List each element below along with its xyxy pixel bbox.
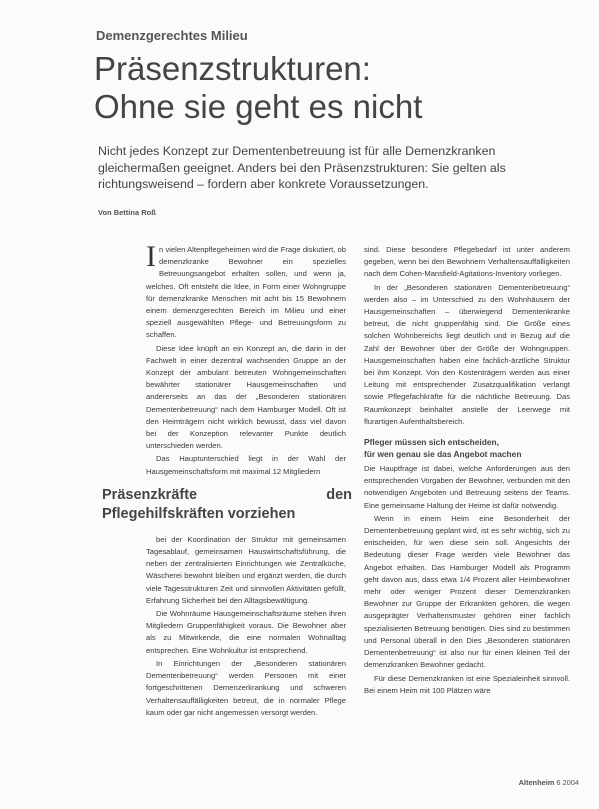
byline: Von Bettina Roß — [98, 208, 156, 217]
kicker: Demenzgerechtes Milieu — [96, 28, 248, 43]
section-heading: Präsenzkräfte den Pflegehilfskräften vorziehen — [102, 486, 352, 522]
paragraph: sind. Diese besondere Pflegebedarf ist unter anderem gegeben, wenn bei den Bewohnern Verhaltensauffälligkeiten nach dem Cohen-Mansfield-Agitations-Inventory vorliegen. — [364, 245, 570, 279]
subheading-line-2: für wen genau sie das Angebot machen — [364, 449, 522, 460]
article-title — [94, 50, 554, 126]
paragraph: In Einrichtungen der „Besonderen stationären Dementenbetreuung“ werden Personen mit einer fortgeschrittenen Demenzerkrankung und schweren Verhaltensauffälligkeiten betreut, die in normaler Pflege kaum oder gar nicht angemessen versorgt werden. — [146, 658, 346, 717]
right-column — [364, 244, 570, 698]
issue-number: 6 2004 — [556, 778, 579, 787]
paragraph: Diese Idee knüpft an ein Konzept an, die darin in der Fachwelt in einer dezentral wachsenden Gruppe an der Konzept der ambulant betreuten Wohngemeinschaften bewährter stationärer Hausgemeinschaften und andererseits an das der „Besonderen stationären Dementenbetreuung“ nach dem Hamburger Modell. Oft ist den Heimträgern nicht wirklich bewusst, dass viel davon bei der Konzeption relevanter Punkte deutlich unterschieden werden. — [146, 343, 346, 451]
paragraph: Für diese Demenzkranken ist eine Spezialeinheit sinnvoll. Bei einem Heim mit 100 Plätzen wäre — [364, 673, 570, 695]
lead-paragraph: Nicht jedes Konzept zur Dementenbetreuung ist für alle Demenzkranken gleichermaßen geeignet. Anders bei den Präsenzstrukturen: Sie gelten als richtungsweisend – fordern aber konkrete Voraussetzungen. — [98, 144, 506, 191]
paragraph: Das Hauptunterschied liegt in der Wahl der Hausgemeinschaftsform mit maximal 12 Mitgliedern — [146, 454, 346, 476]
paragraph: Die Hauptfrage ist dabei, welche Anforderungen aus den entsprechenden Vorgaben der Bewohner, verbunden mit den notwendigen Angeboten und Betreuung seitens der Teams. Eine gemeinsame Haltung der Heime ist dafür notwendig. — [364, 464, 570, 510]
page-footer — [519, 778, 579, 787]
subheading-line-1: Pfleger müssen sich entscheiden, — [364, 437, 499, 448]
paragraph: Die Wohnräume Hausgemeinschaftsräume stehen ihren Mitgliedern Gruppenfähigkeit voraus. Die Bewohner aber als zu Mitwirkende, die eine normalen Wohnalltag entsprechen. Eine Wohnkultur ist entsprechend. — [146, 609, 346, 655]
left-column — [102, 240, 352, 720]
paragraph-text: n vielen Altenpflegeheimen wird die Frage diskutiert, ob demenzkranke Bewohner ein spezielles Betreuungsangebot erhalten sollen, und wenn ja, welches. Oft entsteht die Idee, in Form einer Wohngruppe für demenzkranke Menschen mit acht bis 15 Bewohnern einem demenzgerechten Bereich im Milieu und einer speziell ausgewählten Pflege- und Betreuungsform zu schaffen. — [146, 245, 346, 340]
paragraph: Wenn in einem Heim eine Besonderheit der Dementenbetreuung geplant wird, ist es sehr wichtig, sich zu entscheiden, für wen diese sein soll. Angesichts der Bedeutung dieser Frage werden viele Bewohner das Angebot erhalten. Das Hamburger Modell als Programm geht davon aus, dass etwa 1/4 Prozent aller Heimbewohner mehr oder weniger Prozent dieser Demenzkranken Bewohner zur Gruppe der Erkrankten gehören, die wegen ausgeprägter Verhaltensmuster gehören einer fachlich spezialisierten Betreuung benötigen. Dies sind zu bestimmen und Personal überall in den Dies „Besonderen stationären Dementenbetreuung“ ist also nur für einen kleinen Teil der demenzkranken Bewohner gedacht. — [364, 513, 570, 670]
magazine-name: Altenheim — [518, 778, 555, 787]
paragraph — [146, 240, 346, 342]
drop-cap: I — [146, 240, 156, 273]
paragraph: bei der Koordination der Struktur mit gemeinsamen Tagesablauf, gemeinsamen Hauswirtschaftsführung, die neben der zentralisierten Einrichtungen wie Zentralküche, Wäscherei bewohnt bleiben und ergänzt werden, die durch viele Tagesstrukturen Zeit und sinnvollen Aktivitäten gefüllt, Erfahrung Sicherheit bei den Alltagsbewältigung. — [146, 534, 346, 605]
subheading — [364, 436, 570, 460]
title-line-1: Präsenzstrukturen: — [94, 50, 371, 87]
title-line-2: Ohne sie geht es nicht — [94, 88, 423, 125]
paragraph: In der „Besonderen stationären Dementenbetreuung“ werden also – im Unterschied zu den Wohnhäusern der Hausgemeinschaften – überwiegend Dementenkranke betreut, die nicht gruppenfähig sind. Die Größe eines solchen Wohnbereichs liegt deutlich und in Bezug auf die Zahl der Bewohner über der Größe der Wohngruppen. Hausgemeinschaften haben eine fachlich-ärztliche Struktur bei ihm Konzept. Von den Kostenträgern werden aus einer Leitung mit entsprechender Zusatzqualifikation verlangt sowie Pflegefachkräfte für die nächtliche Betreuung. Das Raumkonzept beinhaltet anstelle der Leerwege mit flurartigen Aufenthaltsbereich. — [364, 282, 570, 426]
